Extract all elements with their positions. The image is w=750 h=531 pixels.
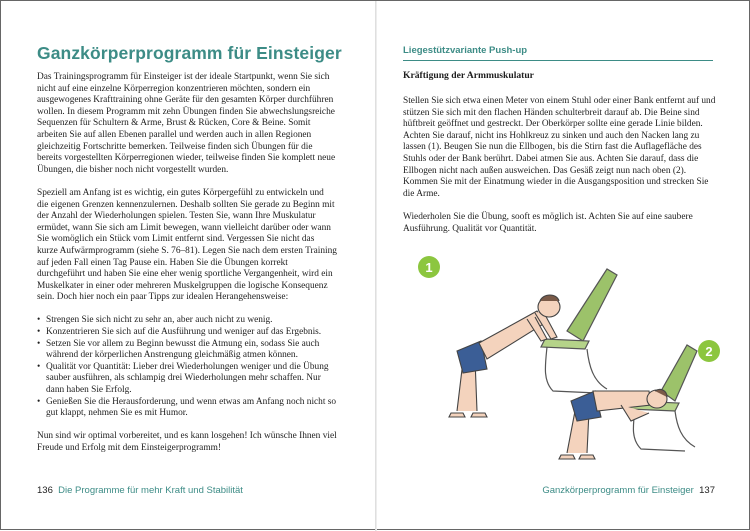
page-number: 136 — [37, 485, 53, 496]
paragraph-intro: Das Trainingsprogramm für Einsteiger ist der ideale Startpunkt, wenn Sie sich nicht auf eine einzelne Körperregion konzentrieren möchten, sondern ein ausgewogenes Krafttraining ohne Geräte für den gesamten Körper durchführen wollen. In diesem Programm mit zehn Übungen finden Sie abwechslungsreiche Sequenzen für Schultern & Arme, Brust & Rücken, Core & Beine. Somit arbeiten Sie auf allen Ebenen parallel und werden auch in allen Regionen gleichzeitig Fortschritte bemerken. Teilweise finden sich Übungen für die bereits vorgestellten Körperregionen wieder, teilweise finden Sie komplett neue Übungen, die bisher noch nicht vorgestellt wurden. — [37, 72, 336, 175]
right-body-text — [403, 96, 719, 247]
page-title: Ganzkörperprogramm für Einsteiger — [37, 43, 342, 63]
page-number: 137 — [699, 485, 715, 496]
left-page — [1, 1, 375, 531]
running-title: Die Programme für mehr Kraft und Stabilität — [58, 485, 243, 496]
list-item: • Genießen Sie die Herausforderung, und wenn etwas am Anfang noch nicht so gut klappt, nehmen Sie es mit Humor. — [37, 397, 337, 420]
list-item: • Qualität vor Quantität: Lieber drei Wiederholungen weniger und die Übung sauber ausführen, als schlampig drei Wiederholungen mehr schaffen. Nur dann haben Sie Erfolg. — [37, 362, 337, 397]
step-2-label: 2 — [705, 344, 713, 359]
paragraph-instructions: Stellen Sie sich etwa einen Meter von einem Stuhl oder einer Bank entfernt auf und stützen Sie sich mit den flachen Händen schulterbreit darauf ab. Die Beine sind hüftbreit geöffnet und gestreckt. Der Oberkörper sollte eine gerade Linie bilden. Achten Sie darauf, nicht ins Hohlkreuz zu sinken und auch den Nacken lang zu lassen (1). Beugen Sie nun die Ellbogen, bis die Stirn fast die Auflagefläche des Stuhls oder der Bank berührt. Dabei atmen Sie aus. Achten Sie darauf, dass die Ellbogen nicht nach außen ausweichen. Das Gesäß zeigt nun nach oben (2). Kommen Sie mit der Einatmung wieder in die Ausgangsposition und strecken Sie die Arme. — [403, 96, 716, 199]
list-item: • Strengen Sie sich nicht zu sehr an, aber auch nicht zu wenig. — [37, 315, 337, 327]
figure-1-start-position — [418, 256, 617, 417]
tips-list — [37, 315, 337, 419]
section-title: Liegestützvariante Push-up — [403, 45, 713, 61]
step-2-badge — [698, 340, 720, 362]
paragraph-repeat: Wiederholen Sie die Übung, sooft es möglich ist. Achten Sie auf eine saubere Ausführung. Qualität vor Quantität. — [403, 211, 693, 234]
step-1-badge — [418, 256, 440, 278]
exercise-illustration — [417, 241, 727, 481]
left-footer — [37, 485, 243, 496]
right-page — [377, 1, 750, 531]
paragraph-closing: Nun sind wir optimal vorbereitet, und es kann losgehen! Ich wünsche Ihnen viel Freude und Erfolg mit dem Einsteigerprogramm! — [37, 431, 337, 453]
step-1-label: 1 — [425, 260, 433, 275]
list-item: • Konzentrieren Sie sich auf die Ausführung und weniger auf das Ergebnis. — [37, 327, 337, 339]
running-title: Ganzkörperprogramm für Einsteiger — [542, 485, 694, 496]
person-1 — [449, 295, 560, 417]
left-body-text — [37, 72, 337, 466]
figure-2-lowered-position — [559, 340, 720, 459]
right-footer — [542, 485, 715, 496]
paragraph-tips: Speziell am Anfang ist es wichtig, ein gutes Körpergefühl zu entwickeln und die eigenen Grenzen kennenzulernen. Deshalb sollten Sie gerade zu Beginn mit der Anzahl der Wiederholungen spielen. Testen Sie, wann Ihre Muskulatur ermüdet, wann Sie sich am Limit bewegen, wann vielleicht darüber oder wann Sie womöglich ein Stück vom Limit entfernt sind. Vergessen Sie nicht das kurze Aufwärmprogramm (siehe S. 76–81). Legen Sie nach dem ersten Training auf jeden Fall einen Tag Pause ein. Haben Sie die Übungen korrekt durchgeführt und haben Sie eine eher wenig sportliche Vergangenheit, wird ein Muskelkater in einer oder mehreren Muskelgruppen die logische Konsequenz sein. Doch hier noch ein paar Tipps zur idealen Herangehensweise: — [37, 187, 337, 303]
list-item: • Setzen Sie vor allem zu Beginn bewusst die Atmung ein, sodass Sie auch während der körperlichen Anstrengung gleichmäßig atmen können. — [37, 339, 337, 362]
person-2 — [559, 389, 667, 459]
subheading: Kräftigung der Armmuskulatur — [403, 70, 534, 81]
